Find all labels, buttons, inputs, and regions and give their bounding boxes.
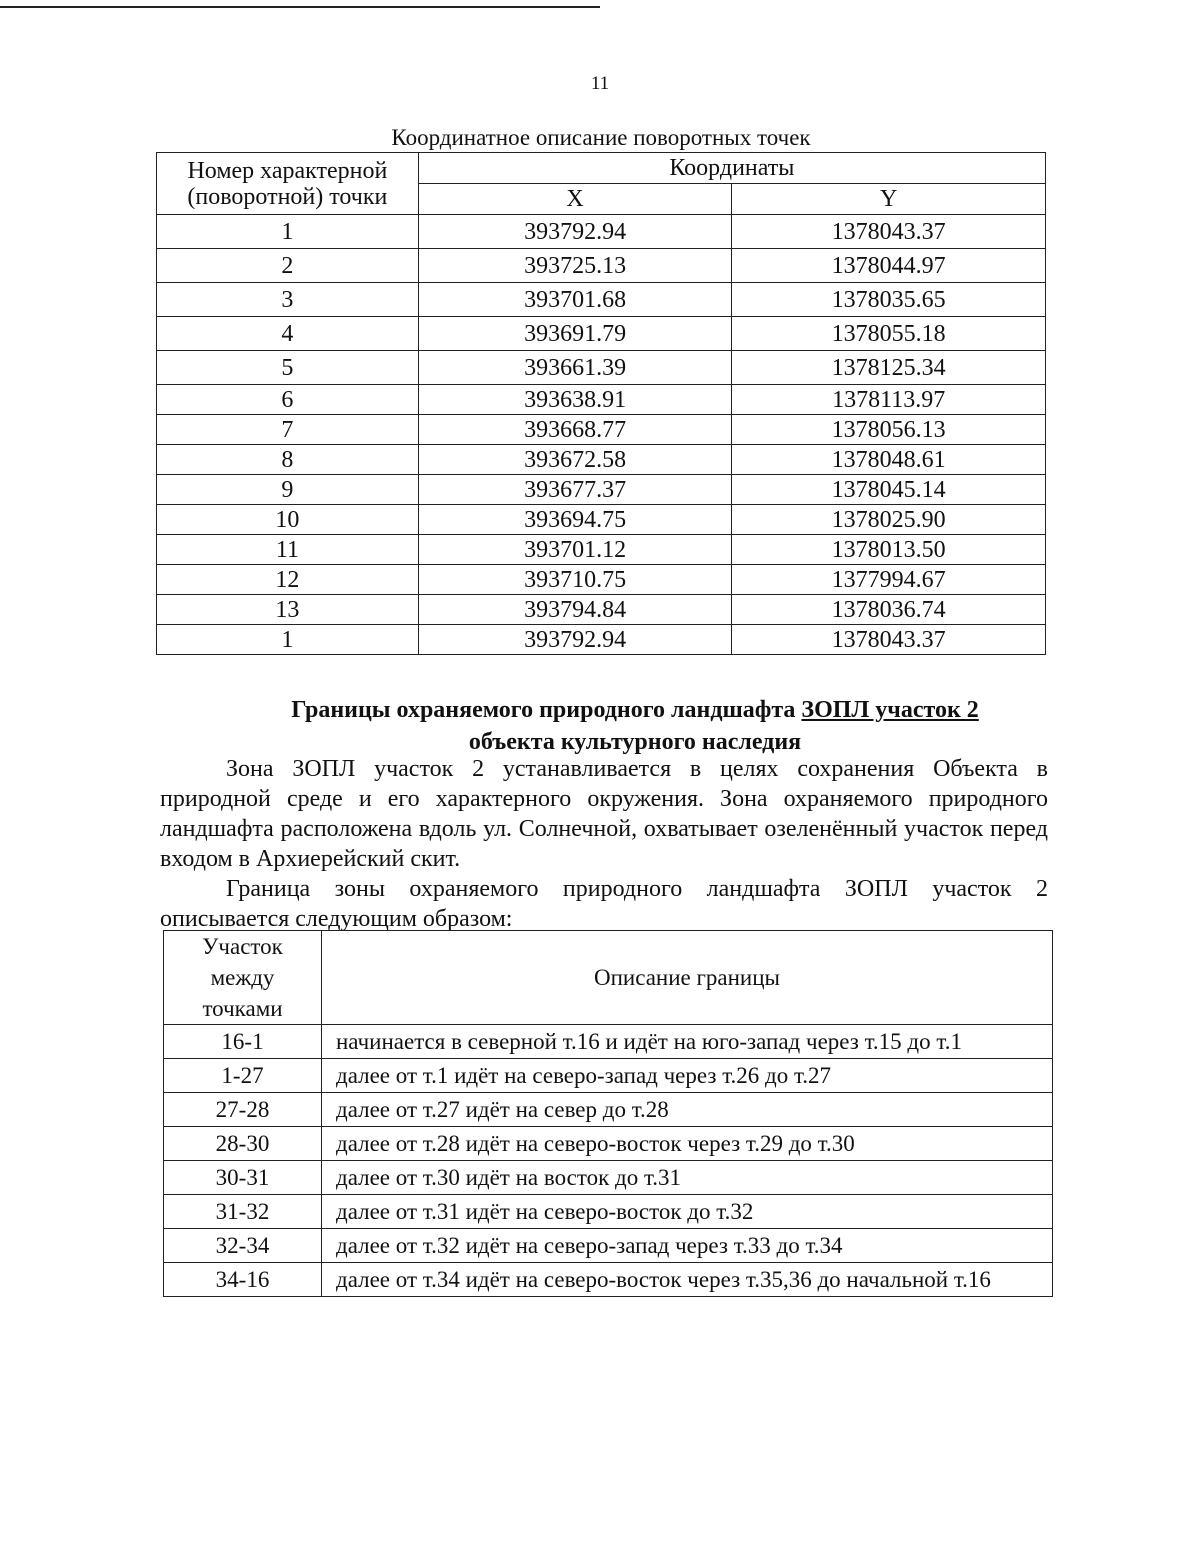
paragraph-zone-purpose: Зона ЗОПЛ участок 2 устанавливается в целях сохранения Объекта в природной среде и его характерного окружения. Зона охраняемого природного ландшафта расположена вдоль ул. Солнечной, охватывает озеленённый участок перед входом в Архиерейский скит. [160, 756, 1048, 872]
cell-point: 6 [157, 385, 419, 415]
cell-x: 393794.84 [418, 595, 732, 625]
cell-description: далее от т.31 идёт на северо-восток до т.32 [322, 1195, 1053, 1229]
cell-x: 393668.77 [418, 415, 732, 445]
paragraph-boundary-intro: Граница зоны охраняемого природного ландшафта ЗОПЛ участок 2 описывается следующим образом: [160, 876, 1048, 932]
header-segment [164, 931, 322, 1025]
table-row [164, 1059, 1053, 1093]
table-row [157, 317, 1046, 351]
header-x: X [418, 184, 732, 215]
cell-y: 1378048.61 [732, 445, 1046, 475]
cell-x: 393677.37 [418, 475, 732, 505]
cell-x: 393792.94 [418, 215, 732, 249]
cell-y: 1378013.50 [732, 535, 1046, 565]
cell-segment: 32-34 [164, 1229, 322, 1263]
cell-y: 1377994.67 [732, 565, 1046, 595]
cell-x: 393672.58 [418, 445, 732, 475]
table-row [157, 249, 1046, 283]
cell-segment: 34-16 [164, 1263, 322, 1297]
cell-point: 9 [157, 475, 419, 505]
cell-description: далее от т.34 идёт на северо-восток через т.35,36 до начальной т.16 [322, 1263, 1053, 1297]
cell-y: 1378036.74 [732, 595, 1046, 625]
section-title-zone: ЗОПЛ участок 2 [801, 697, 979, 723]
cell-y: 1378055.18 [732, 317, 1046, 351]
table-row [157, 505, 1046, 535]
section-title [165, 694, 1105, 758]
boundary-table [163, 930, 1053, 1297]
cell-y: 1378045.14 [732, 475, 1046, 505]
header-point-line1: Номер характерной [187, 157, 388, 184]
cell-description: далее от т.30 идёт на восток до т.31 [322, 1161, 1053, 1195]
cell-point: 8 [157, 445, 419, 475]
cell-point: 11 [157, 535, 419, 565]
header-y: Y [732, 184, 1046, 215]
cell-description: далее от т.1 идёт на северо-запад через т.26 до т.27 [322, 1059, 1053, 1093]
cell-x: 393661.39 [418, 351, 732, 385]
header-point-line2: (поворотной) точки [187, 183, 388, 210]
table-row [157, 535, 1046, 565]
cell-x: 393792.94 [418, 625, 732, 655]
header-point-number [157, 153, 419, 215]
scan-edge-line [0, 6, 600, 8]
header-segment-line3: точками [202, 996, 283, 1021]
cell-description: далее от т.27 идёт на север до т.28 [322, 1093, 1053, 1127]
cell-point: 12 [157, 565, 419, 595]
cell-point: 13 [157, 595, 419, 625]
table-row [164, 1093, 1053, 1127]
cell-y: 1378125.34 [732, 351, 1046, 385]
table-row [164, 1195, 1053, 1229]
cell-x: 393638.91 [418, 385, 732, 415]
cell-y: 1378113.97 [732, 385, 1046, 415]
section-title-line2: объекта культурного наследия [468, 729, 802, 755]
table-row [157, 565, 1046, 595]
table-row [164, 1025, 1053, 1059]
cell-x: 393694.75 [418, 505, 732, 535]
cell-segment: 31-32 [164, 1195, 322, 1229]
table-row [164, 1263, 1053, 1297]
table-row [157, 283, 1046, 317]
table-row [157, 625, 1046, 655]
cell-y: 1378043.37 [732, 625, 1046, 655]
cell-segment: 16-1 [164, 1025, 322, 1059]
cell-description: далее от т.32 идёт на северо-запад через т.33 до т.34 [322, 1229, 1053, 1263]
table-row [157, 475, 1046, 505]
cell-point: 1 [157, 215, 419, 249]
cell-segment: 28-30 [164, 1127, 322, 1161]
cell-y: 1378025.90 [732, 505, 1046, 535]
cell-x: 393725.13 [418, 249, 732, 283]
cell-y: 1378044.97 [732, 249, 1046, 283]
cell-point: 3 [157, 283, 419, 317]
table-row [157, 385, 1046, 415]
coord-table-caption: Координатное описание поворотных точек [391, 125, 811, 150]
cell-point: 7 [157, 415, 419, 445]
table-row [164, 1161, 1053, 1195]
cell-point: 4 [157, 317, 419, 351]
table-row [164, 1229, 1053, 1263]
cell-y: 1378056.13 [732, 415, 1046, 445]
table-row [164, 1127, 1053, 1161]
cell-point: 1 [157, 625, 419, 655]
header-segment-line1: Участок [202, 934, 283, 959]
cell-x: 393710.75 [418, 565, 732, 595]
table-row [157, 595, 1046, 625]
cell-description: далее от т.28 идёт на северо-восток через т.29 до т.30 [322, 1127, 1053, 1161]
section-title-part1: Границы охраняемого природного ландшафта [291, 697, 802, 723]
cell-x: 393701.12 [418, 535, 732, 565]
table-row [157, 445, 1046, 475]
header-coordinates: Координаты [418, 153, 1045, 184]
page-number: 11 [590, 73, 610, 94]
cell-description: начинается в северной т.16 и идёт на юго-запад через т.15 до т.1 [322, 1025, 1053, 1059]
coordinates-table [156, 152, 1046, 655]
cell-x: 393701.68 [418, 283, 732, 317]
cell-segment: 27-28 [164, 1093, 322, 1127]
cell-segment: 30-31 [164, 1161, 322, 1195]
cell-point: 10 [157, 505, 419, 535]
cell-point: 5 [157, 351, 419, 385]
cell-segment: 1-27 [164, 1059, 322, 1093]
table-row [157, 215, 1046, 249]
cell-y: 1378043.37 [732, 215, 1046, 249]
table-row [157, 415, 1046, 445]
table-row [157, 351, 1046, 385]
cell-y: 1378035.65 [732, 283, 1046, 317]
cell-point: 2 [157, 249, 419, 283]
header-description: Описание границы [322, 931, 1053, 1025]
header-segment-line2: между [210, 965, 275, 990]
cell-x: 393691.79 [418, 317, 732, 351]
